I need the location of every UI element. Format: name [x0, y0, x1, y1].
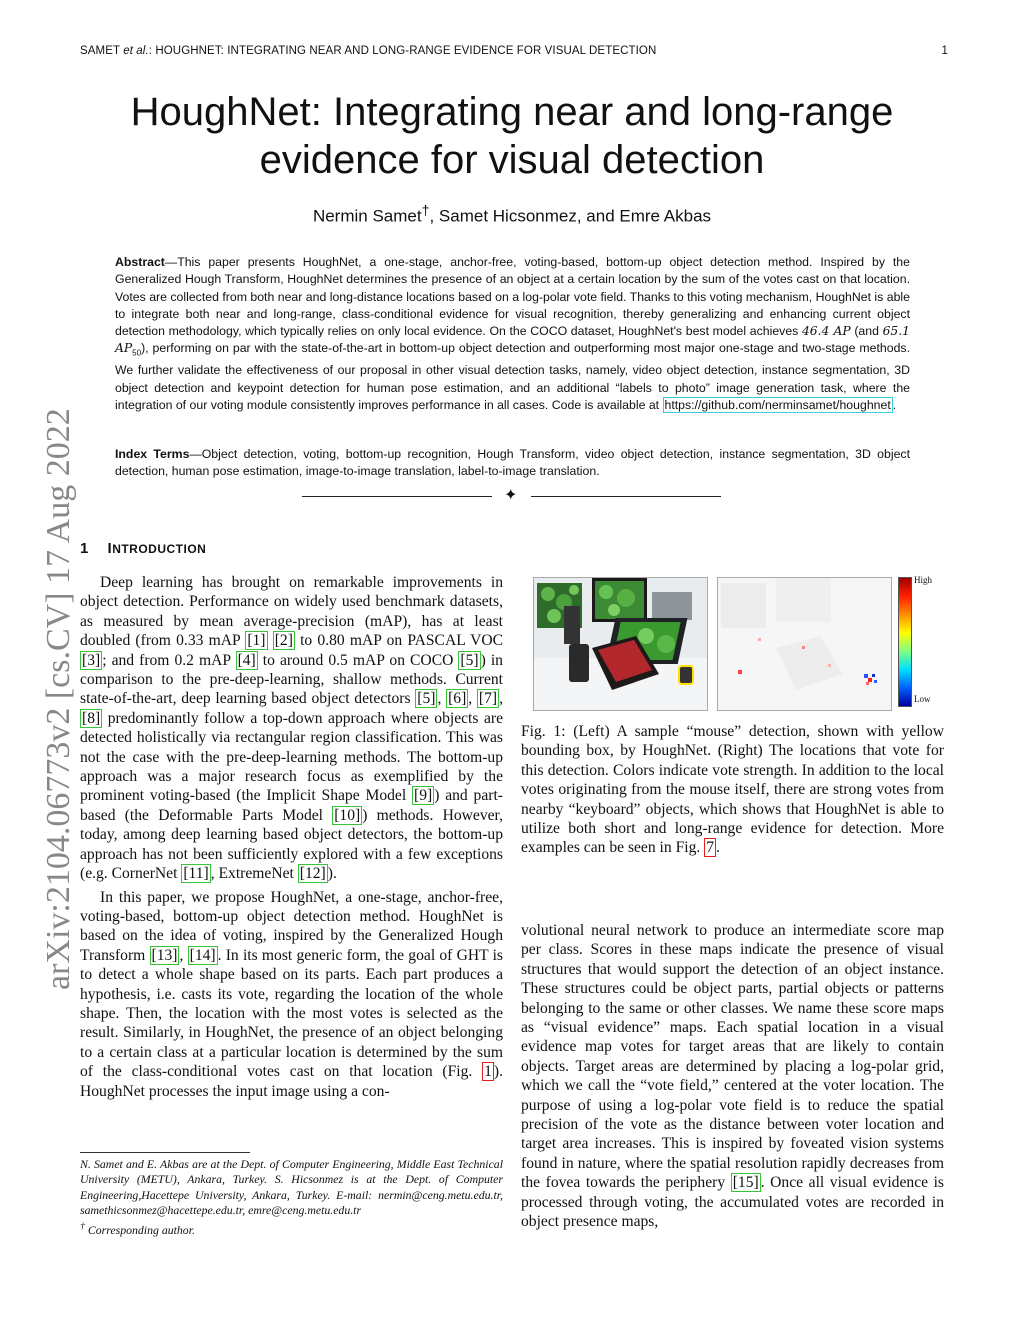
authors-rest: , Samet Hicsonmez, and Emre Akbas — [429, 206, 712, 226]
para1-c: to 0.80 mAP on PASCAL VOC — [294, 632, 503, 650]
para1-a: Deep learning has brought on remarkable improvements in object detection. Performance on widely used benchmark datasets, as measured by mean average-precision (mAP), has at least doubled (from 0.33 mAP — [80, 574, 503, 650]
section-heading — [80, 540, 206, 557]
citation-link[interactable]: [5] — [417, 690, 436, 708]
para3-b: . Once all visual evidence is processed through voting, the accumulated votes are recorded in object presence maps, — [521, 1174, 945, 1231]
paragraph-3 — [521, 921, 944, 1232]
para1-l: ). — [327, 865, 337, 883]
index-terms-text: —Object detection, voting, bottom-up recognition, Hough Transform, video object detection, instance segmentation, 3D object detection, human pose estimation, image-to-image translation, label-to-image translation. — [115, 447, 910, 479]
section-title-rest: NTRODUCTION — [112, 542, 207, 556]
citation-link[interactable]: [14] — [189, 946, 216, 964]
citation-link[interactable]: [15] — [732, 1174, 759, 1192]
authors — [80, 203, 944, 227]
author-dagger: † — [421, 203, 430, 219]
figure-caption — [521, 722, 944, 858]
citation-link[interactable]: [11] — [183, 865, 209, 883]
para1-k: , ExtremeNet — [210, 865, 298, 883]
index-terms-label: Index Terms — [115, 447, 190, 461]
citation-link[interactable]: [7] — [478, 690, 498, 708]
figure-vote-map — [717, 577, 892, 711]
para2-b: , — [179, 946, 188, 964]
footnote — [80, 1157, 503, 1238]
abstract-metric-ap50: 65.1 AP — [115, 324, 910, 356]
paragraph-2 — [80, 888, 503, 1101]
citation-link[interactable]: [10] — [334, 806, 361, 824]
abstract-metric-sub: 50 — [132, 348, 142, 358]
footnote-corresponding: Corresponding author. — [84, 1222, 195, 1237]
abstract — [115, 254, 910, 414]
index-terms — [115, 446, 910, 481]
abstract-metric-ap: 46.4 AP — [801, 324, 851, 339]
caption-text: Fig. 1: (Left) A sample “mouse” detection, shown with yellow bounding box, by HoughNet. (Right) The locations that vote for this detection. Colors indicate vote strength. In addition to the local votes originating from the mouse itself, there are strong votes from nearby “keyboard” objects, which shows that HoughNet is able to utilize both short and long-range evidence for detection. More examples can be seen in Fig. — [521, 723, 944, 857]
footnote-rule — [80, 1152, 250, 1153]
para1-j: ) methods. However, today, among deep learning based object detectors, the bottom-up approach has not been sufficiently explored with a few exceptions (e.g. CornerNet — [80, 806, 504, 883]
page-number: 1 — [941, 45, 948, 57]
separator-left — [302, 496, 492, 497]
figure-ref-link[interactable]: 1 — [484, 1063, 492, 1081]
para2-c: . In its most generic form, the goal of GHT is to detect a whole shape based on its parts. Each part produces a hypothesis, i.e. casts its vote, regarding the location of the whole shape. Then, the location with the most votes is selected as the result. Similarly, in HoughNet, the presence of an object belonging to a certain class at a particular location is determined by the sum of the class-conditional votes cast on that location (Fig. — [80, 946, 503, 1081]
paper-title — [80, 88, 944, 184]
para1-g1: , — [437, 690, 447, 708]
para1-i: ) and part-based (the Deformable Parts Model — [80, 787, 503, 824]
citation-link[interactable]: [2] — [274, 632, 293, 650]
citation-link[interactable]: [6] — [448, 690, 467, 708]
footnote-affiliations: N. Samet and E. Akbas are at the Dept. of Computer Engineering, Middle East Technical University (METU), Ankara, Turkey. S. Hicsonmez is at the Dept. of Computer Engineering,Hacettepe University, Ankara, Turkey. E-mail: nermin@ceng.metu.edu.tr, samethicsonmez@hacettepe.edu.tr, emre@ceng.metu.edu.tr — [80, 1157, 503, 1218]
para1-g2: , — [468, 690, 477, 708]
code-link[interactable]: https://github.com/nerminsamet/houghnet — [664, 397, 891, 412]
para1-f: ) in comparison to the pre-deep-learning, shallow methods. Current state-of-the-art, deep learning based object detectors — [80, 651, 503, 708]
arxiv-stamp: arXiv:2104.06773v2 [cs.CV] 17 Aug 2022 — [40, 408, 77, 990]
para2-d: ). HoughNet processes the input image using a con- — [80, 1063, 503, 1100]
section-title-initial: I — [107, 540, 113, 557]
vote-heatmap-illustration — [718, 578, 891, 710]
author-1: Nermin Samet — [312, 206, 422, 226]
separator-diamond-icon: ✦ — [504, 487, 518, 504]
para2-a: In this paper, we propose HoughNet, a one-stage, anchor-free, voting-based, bottom-up object detection method. HoughNet is based on the idea of voting, inspired by the Generalized Hough Transform — [80, 888, 503, 964]
title-line-1: HoughNet: Integrating near and long-range — [130, 90, 894, 134]
citation-link[interactable]: [13] — [151, 946, 178, 964]
paragraph-1 — [80, 573, 503, 884]
para1-d: ; and from 0.2 mAP — [102, 651, 236, 669]
abstract-text-1: —This paper presents HoughNet, a one-stage, anchor-free, voting-based, bottom-up object detection method. Inspired by the Generalized Hough Transform, HoughNet determines the presence of an object at a certain location by the sum of the votes cast on that location. Votes are collected from both near and long-distance locations based on a log-polar vote field. Thanks to this voting mechanism, HoughNet is able to integrate both near and long-range, class-conditional evidence for visual recognition, thereby generalizing and enhancing current object detection methodology, which typically relies on only local evidence. On the COCO dataset, HoughNet's best model achieves — [115, 255, 910, 339]
abstract-text-3: ), performing on par with the state-of-the-art in bottom-up object detection and outperforming most major one-stage and two-stage methods. We further validate the effectiveness of our proposal in other visual detection tasks, namely, video object detection, instance segmentation, 3D object detection and keypoint detection for human pose estimation, and an additional “labels to photo” image generation task, where the integration of our voting module consistently improves performance in all cases. Code is available at — [115, 341, 910, 412]
caption-end: . — [715, 839, 720, 857]
section-number: 1 — [80, 540, 89, 557]
title-line-2: evidence for visual detection — [259, 138, 765, 182]
footnote-dagger: † — [80, 1220, 85, 1232]
vote-strength-colorbar — [898, 577, 912, 707]
para1-h: predominantly follow a top-down approach where objects are detected holistically via rectangular region classification. This was not the case with the pre-deep-learning methods. The bottom-up approach was a major research focus as exemplified by the prominent voting-based (the Implicit Shape Model — [80, 709, 503, 805]
left-column — [80, 573, 503, 1101]
citation-link[interactable]: [12] — [299, 865, 326, 883]
colorbar-low-label: Low — [914, 694, 931, 704]
citation-link[interactable]: [4] — [237, 651, 256, 669]
figure-photo — [533, 577, 708, 711]
desk-photo-illustration — [534, 578, 707, 710]
citation-link[interactable]: [8] — [82, 709, 101, 727]
citation-link[interactable]: [5] — [460, 651, 479, 669]
abstract-label: Abstract — [115, 255, 165, 269]
para1-g3: , — [499, 690, 503, 708]
abstract-text-2: (and — [850, 324, 883, 339]
running-header-authors: SAMET — [80, 45, 124, 57]
colorbar-high-label: High — [914, 575, 932, 585]
citation-link[interactable]: [9] — [414, 787, 433, 805]
figure-ref-link[interactable]: 7 — [706, 839, 714, 857]
para1-b — [268, 632, 273, 649]
para3-a: volutional neural network to produce an intermediate score map per class. Scores in these maps indicate the presence of visual structures that would support the detection of an object instance. These structures could be object parts, partial objects or patterns belonging to the same or other classes. We name these score maps as “visual evidence” maps. Each spatial location in a visual evidence map votes for target areas that are likely to contain objects. Target areas are determined by placing a log-polar grid, which we call the “vote field,” centered at the voter location. The purpose of using a log-polar vote field is to reduce the spatial precision of the vote as the distance between voter location and target area increases. This is inspired by foveated vision systems found in nature, where the spatial resolution rapidly decreases from the fovea towards the periphery — [521, 922, 944, 1192]
running-header — [80, 45, 948, 57]
citation-link[interactable]: [1] — [247, 632, 266, 650]
running-header-title: : HOUGHNET: INTEGRATING NEAR AND LONG-RANGE EVIDENCE FOR VISUAL DETECTION — [148, 45, 657, 57]
running-header-etal: et al. — [123, 45, 149, 57]
para1-e: to around 0.5 mAP on COCO — [257, 651, 459, 669]
citation-link[interactable]: [3] — [82, 651, 101, 669]
right-column — [521, 921, 944, 1232]
separator-right — [531, 496, 721, 497]
abstract-end: . — [892, 397, 897, 412]
